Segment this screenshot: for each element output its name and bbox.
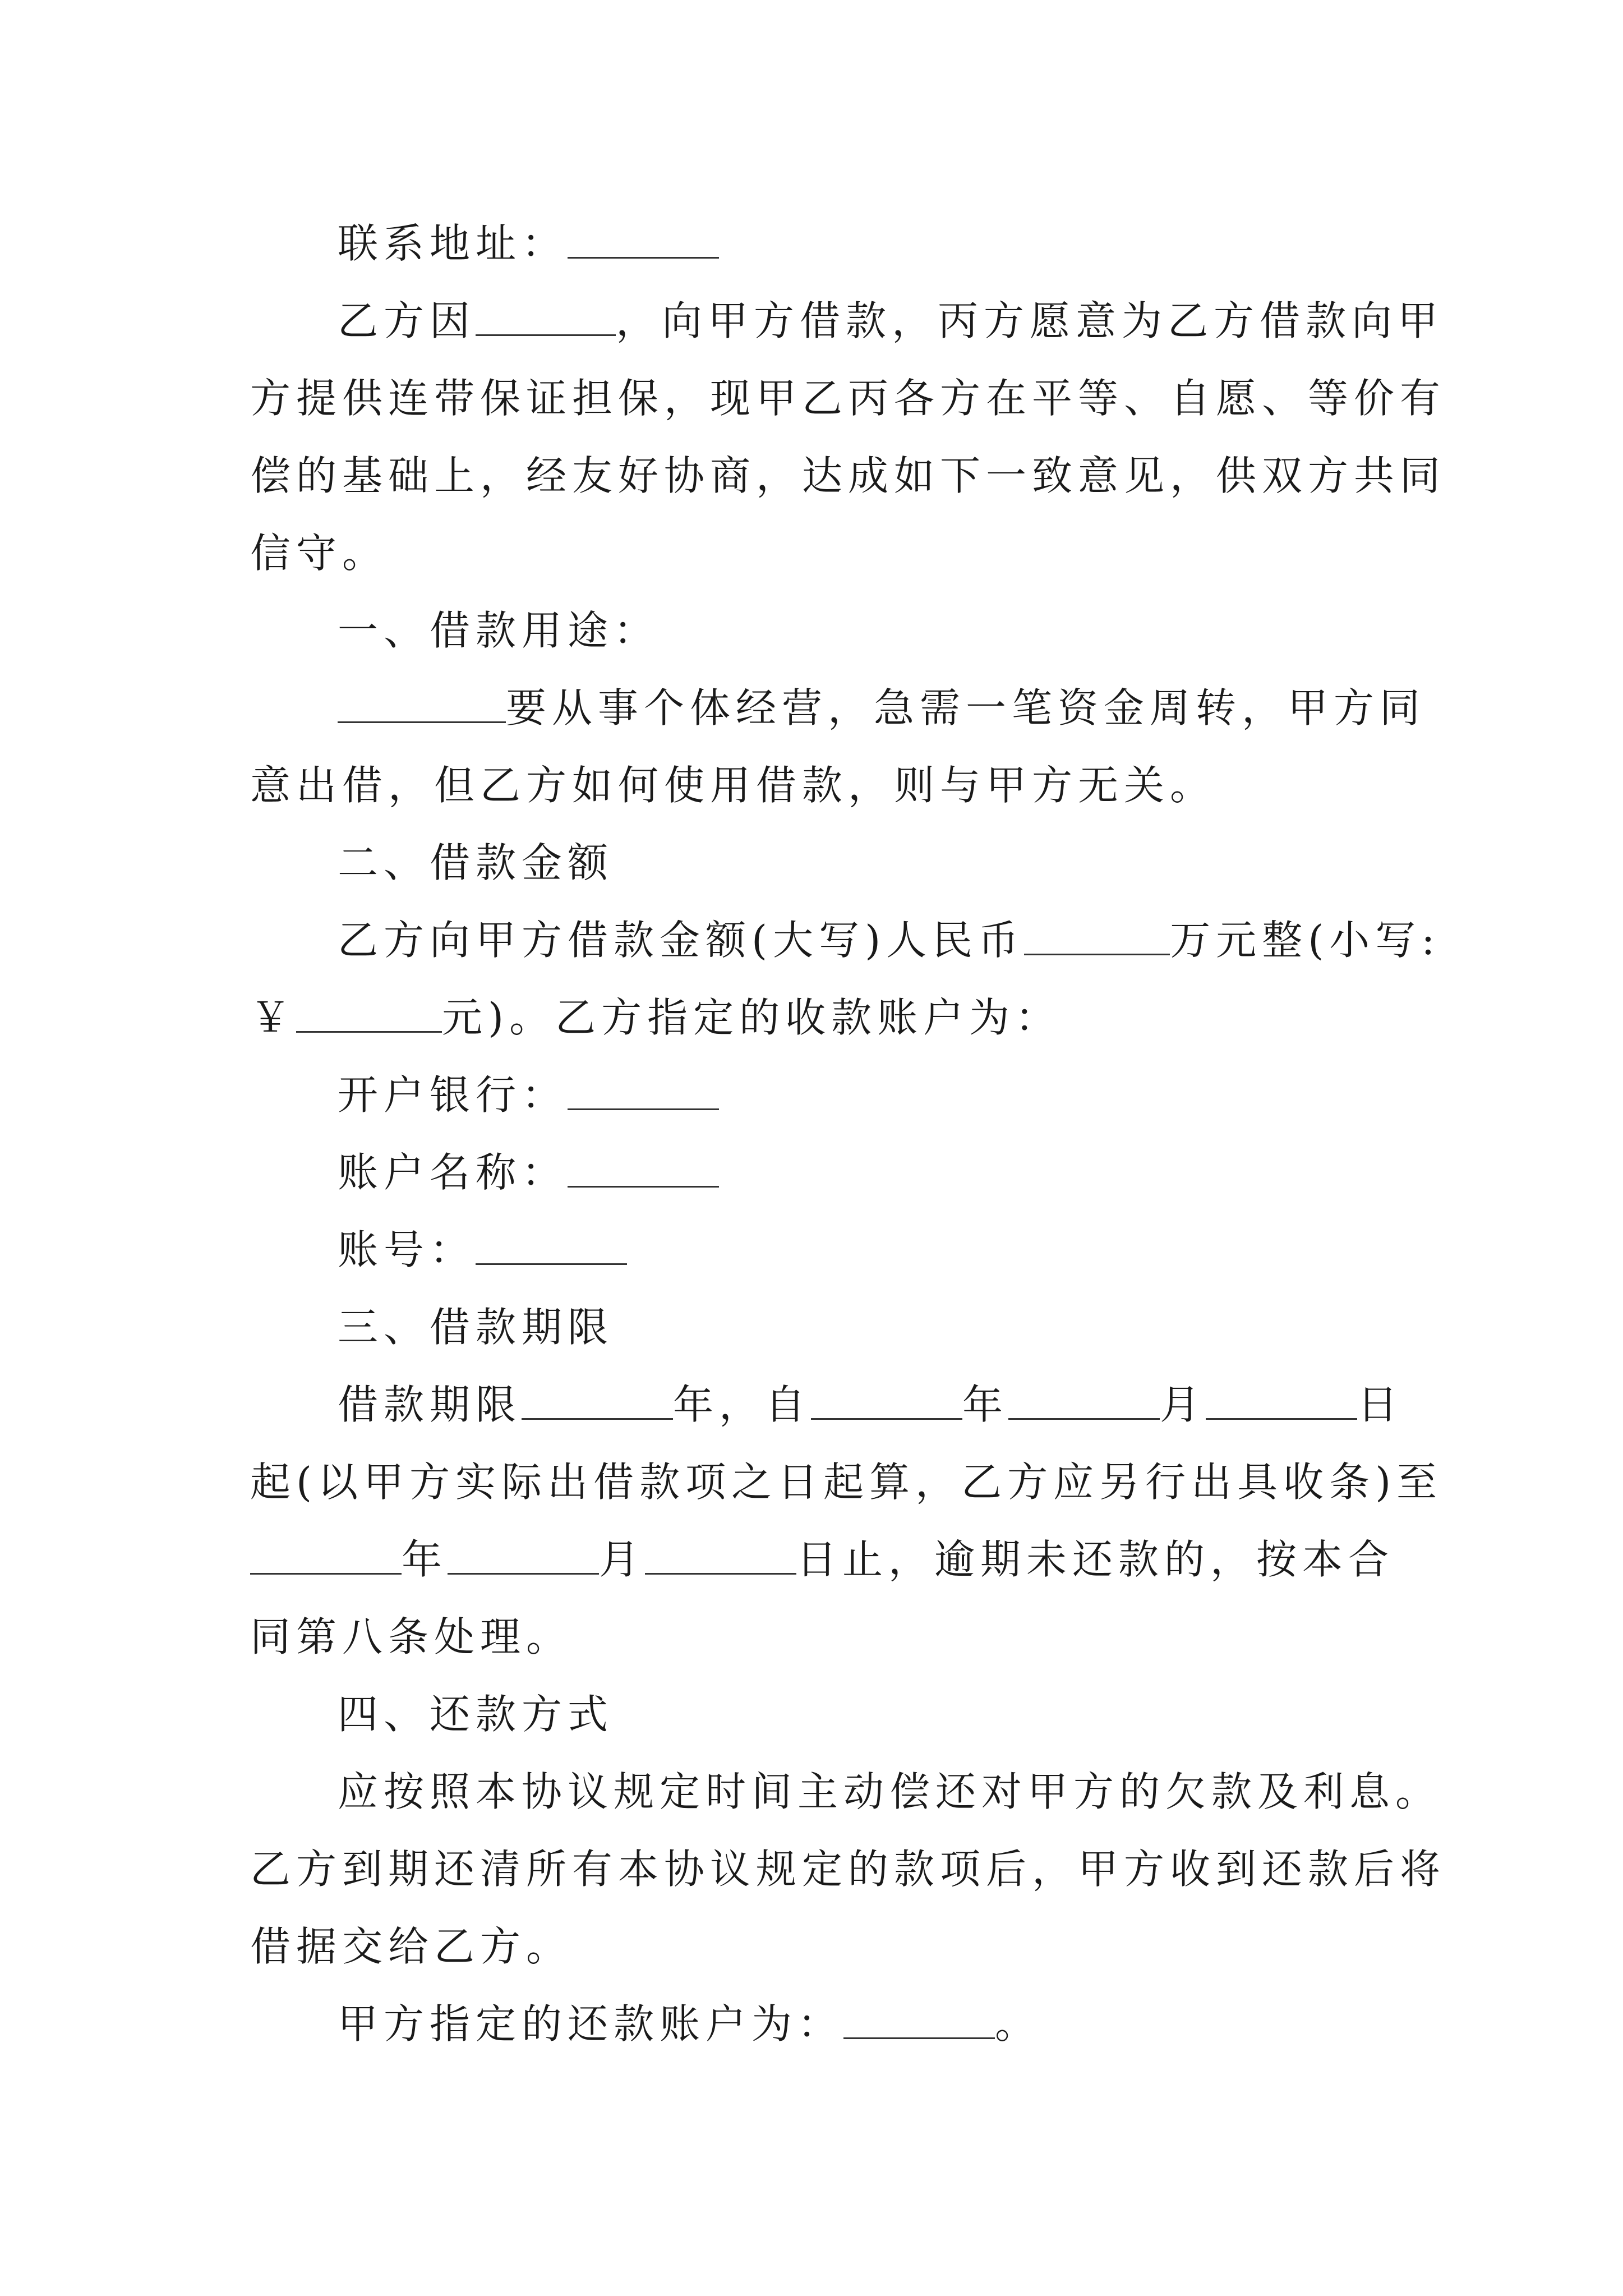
text-segment: 乙方因 <box>338 297 476 344</box>
text-segment: 借据交给乙方。 <box>250 1923 573 1970</box>
text-segment: 要从事个体经营，急需一笔资金周转，甲方同 <box>506 684 1426 731</box>
text-segment: 三、借款期限 <box>338 1304 614 1351</box>
text-line <box>250 1598 1394 1676</box>
text-segment: 乙方到期还清所有本协议规定的款项后，甲方收到还款后将 <box>250 1846 1446 1893</box>
text-line <box>250 1985 1394 2063</box>
text-line <box>250 1443 1443 1521</box>
text-segment: 年 <box>962 1381 1009 1428</box>
text-line <box>250 1056 1394 1134</box>
text-line <box>250 824 1394 901</box>
text-line <box>250 1211 1394 1289</box>
fill-in-blank <box>1008 1377 1160 1420</box>
text-segment: 一、借款用途： <box>338 607 660 654</box>
text-line <box>250 1521 1394 1598</box>
fill-in-blank <box>1206 1377 1357 1420</box>
fill-in-blank <box>568 1144 719 1188</box>
text-segment: 应按照本协议规定时间主动偿还对甲方的欠款及利息。 <box>338 1768 1442 1815</box>
text-line <box>250 747 1394 824</box>
text-segment: 。 <box>995 2000 1041 2047</box>
text-line <box>250 901 1441 979</box>
text-line <box>250 1753 1442 1830</box>
text-line <box>250 437 1446 514</box>
text-segment: 借款期限 <box>338 1381 522 1428</box>
text-segment: 联系地址： <box>338 220 568 267</box>
text-segment: ，向甲方借款，丙方愿意为乙方借款向甲 <box>616 297 1444 344</box>
text-line <box>250 282 1444 360</box>
fill-in-blank <box>1024 912 1170 955</box>
fill-in-blank <box>568 215 719 259</box>
text-line <box>250 1676 1394 1753</box>
text-line <box>250 514 1394 592</box>
text-segment: 年，自 <box>673 1381 811 1428</box>
fill-in-blank <box>476 293 616 336</box>
fill-in-blank <box>843 1996 995 2039</box>
text-segment: 信守。 <box>250 530 389 577</box>
document-body <box>250 205 1446 2063</box>
text-segment: ￥ <box>250 994 297 1041</box>
text-segment: 甲方指定的还款账户为： <box>338 2000 844 2047</box>
text-segment: 元)。乙方指定的收款账户为： <box>442 994 1062 1041</box>
text-segment: 月 <box>599 1536 645 1583</box>
fill-in-blank <box>338 680 506 723</box>
text-segment: 开户银行： <box>338 1071 568 1119</box>
text-segment: 日 <box>1357 1381 1404 1428</box>
text-segment: 账户名称： <box>338 1149 568 1196</box>
text-line <box>250 979 1394 1056</box>
text-segment: 方提供连带保证担保，现甲乙丙各方在平等、自愿、等价有 <box>250 375 1446 422</box>
text-segment: 起(以甲方实际出借款项之日起算，乙方应另行出具收条)至 <box>250 1458 1443 1506</box>
text-line <box>250 205 1394 282</box>
text-segment: 偿的基础上，经友好协商，达成如下一致意见，供双方共同 <box>250 452 1446 499</box>
text-line <box>250 1366 1404 1443</box>
text-segment: 意出借，但乙方如何使用借款，则与甲方无关。 <box>250 762 1216 809</box>
fill-in-blank <box>296 990 442 1033</box>
text-segment: 年 <box>402 1536 448 1583</box>
fill-in-blank <box>476 1222 627 1265</box>
text-segment: 乙方向甲方借款金额(大写)人民币 <box>338 917 1025 964</box>
fill-in-blank <box>522 1377 673 1420</box>
text-line <box>250 1289 1394 1366</box>
text-segment: 账号： <box>338 1226 476 1273</box>
text-line <box>250 360 1446 437</box>
text-segment: 万元整(小写: <box>1170 917 1441 964</box>
text-line <box>250 1830 1446 1908</box>
text-segment: 四、还款方式 <box>338 1691 614 1738</box>
text-segment: 二、借款金额 <box>338 839 614 886</box>
fill-in-blank <box>448 1531 599 1575</box>
text-line <box>250 592 1394 669</box>
text-segment: 月 <box>1160 1381 1206 1428</box>
text-line <box>250 669 1426 747</box>
text-segment: 同第八条处理。 <box>250 1613 573 1660</box>
text-line <box>250 1908 1394 1985</box>
text-line <box>250 1134 1394 1211</box>
text-segment: 日止，逾期未还款的，按本合 <box>796 1536 1395 1583</box>
fill-in-blank <box>568 1067 719 1110</box>
fill-in-blank <box>811 1377 962 1420</box>
fill-in-blank <box>645 1531 796 1575</box>
fill-in-blank <box>250 1531 402 1575</box>
